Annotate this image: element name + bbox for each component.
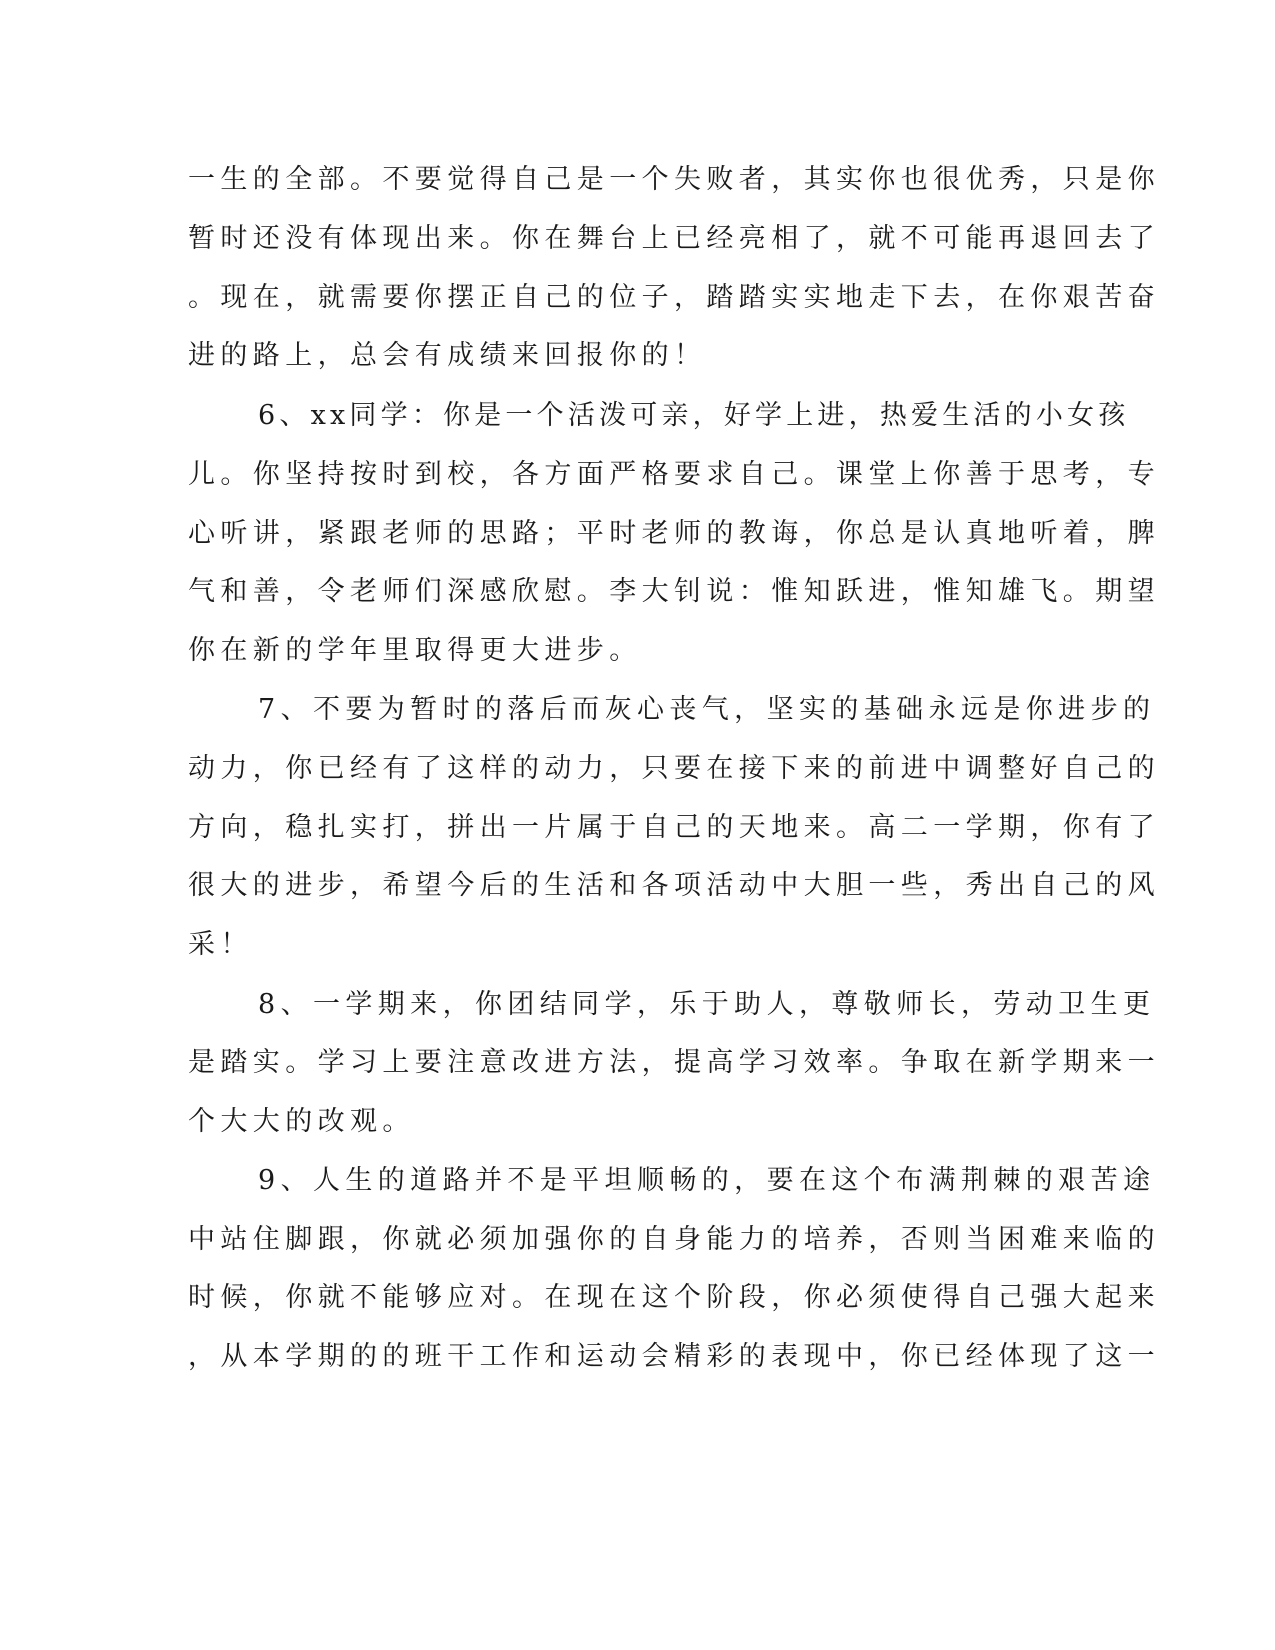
text-line: 是踏实。学习上要注意改进方法，提高学习效率。争取在新学期来一 [188, 1047, 1160, 1078]
text-line: 气和善，令老师们深感欣慰。李大钊说：惟知跃进，惟知雄飞。期望 [188, 576, 1160, 607]
text-line: 时候，你就不能够应对。在现在这个阶段，你必须使得自己强大起来 [188, 1282, 1160, 1313]
paragraph-8-first-line: 8、一学期来，你团结同学，乐于助人，尊敬师长，劳动卫生更 [258, 989, 1156, 1020]
text-line: 暂时还没有体现出来。你在舞台上已经亮相了，就不可能再退回去了 [188, 223, 1160, 254]
text-line: 中站住脚跟，你就必须加强你的自身能力的培养，否则当困难来临的 [188, 1224, 1160, 1255]
text-line: ，从本学期的的班干工作和运动会精彩的表现中，你已经体现了这一 [188, 1341, 1160, 1372]
text-line: 很大的进步，希望今后的生活和各项活动中大胆一些，秀出自己的风 [188, 870, 1160, 901]
text-line: 你在新的学年里取得更大进步。 [188, 635, 642, 666]
text-line: 进的路上，总会有成绩来回报你的！ [188, 340, 707, 371]
paragraph-6-first-line: 6、xx同学：你是一个活泼可亲，好学上进，热爱生活的小女孩 [258, 400, 1130, 431]
text-line: 心听讲，紧跟老师的思路；平时老师的教诲，你总是认真地听着，脾 [188, 518, 1160, 549]
text-line: 个大大的改观。 [188, 1106, 415, 1137]
text-line: 动力，你已经有了这样的动力，只要在接下来的前进中调整好自己的 [188, 753, 1160, 784]
text-line: 方向，稳扎实打，拼出一片属于自己的天地来。高二一学期，你有了 [188, 812, 1160, 843]
text-line: 采！ [188, 929, 253, 960]
text-line: 。现在，就需要你摆正自己的位子，踏踏实实地走下去，在你艰苦奋 [188, 282, 1160, 313]
text-line: 儿。你坚持按时到校，各方面严格要求自己。课堂上你善于思考，专 [188, 459, 1160, 490]
paragraph-9-first-line: 9、人生的道路并不是平坦顺畅的，要在这个布满荆棘的艰苦途 [258, 1165, 1156, 1196]
paragraph-7-first-line: 7、不要为暂时的落后而灰心丧气，坚实的基础永远是你进步的 [258, 694, 1156, 725]
text-line: 一生的全部。不要觉得自己是一个失败者，其实你也很优秀，只是你 [188, 164, 1160, 195]
